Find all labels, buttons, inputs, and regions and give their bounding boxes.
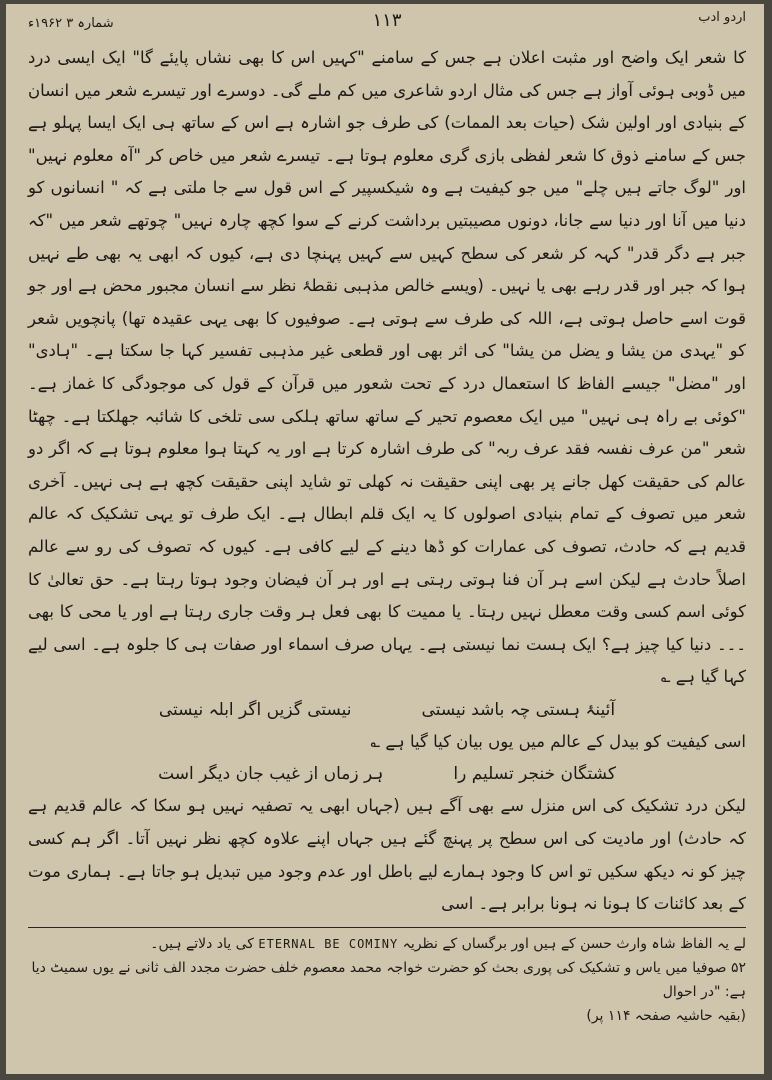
footnotes [28, 927, 746, 1028]
footnote-2-text: ۵۲ صوفیا میں یاس و تشکیک کی پوری بحث کو حضرت خواجہ محمد معصوم خلف حضرت مجدد الف ثانی نے یوں سمیٹ دیا ہے: "در احوال [31, 959, 746, 1000]
bridge-line: اسی کیفیت کو بیدل کے عالم میں یوں بیان کیا گیا ہے ؎ [370, 731, 746, 751]
footnote-2-cont: (بقیہ حاشیہ صفحہ ۱۱۴ پر) [586, 1007, 746, 1024]
closing-text [28, 790, 746, 920]
footnote-1-latin: ETERNAL BE COMINY [258, 936, 399, 951]
footnote-2-continued [28, 1004, 746, 1028]
verse-2-line-1: کشتگان خنجر تسلیم را [453, 764, 616, 785]
verse-1-line-2: نیستی گزیں اگر ابلہ نیستی [158, 699, 352, 720]
footnote-1-text: لے یہ الفاظ شاہ وارث حسن کے ہیں اور برگساں کے نظریہ [402, 935, 746, 952]
verse-1-line-1: آئینۂ ہستی چہ باشد نیستی [421, 699, 616, 720]
verse-couplet-2 [28, 758, 746, 790]
issue-label: شمارہ ۳ ۱۹۶۲ء [28, 16, 114, 31]
bridge-text [28, 726, 746, 759]
page-number: ۱۱۳ [372, 10, 402, 31]
footnote-2 [28, 956, 746, 1004]
closing-paragraph: لیکن درد تشکیک کی اس منزل سے بھی آگے ہیں (جہاں ابھی یہ تصفیہ نہیں ہو سکا کہ عالم قدیم ہے کہ حادث) اور مادیت کی اس سطح پر پہنچ گئے ہیں جہاں اپنے علاوہ کچھ نظر نہیں آتا۔ اگر ہم کسی چیز کو نہ دیکھ سکیں تو اس کا وجود ہمارے لیے باطل اور عدم وجود میں تبدیل ہو جاتا ہے۔ ہماری موت کے بعد کائنات کا ہونا نہ ہونا برابر ہے۔ اسی [28, 796, 746, 914]
page-header [28, 10, 746, 42]
journal-title: اردو ادب [698, 10, 746, 25]
verse-2-line-2: ہر زماں از غیب جان دیگر است [158, 764, 384, 785]
main-paragraph: کا شعر ایک واضح اور مثبت اعلان ہے جس کے سامنے "کہیں اس کا بھی نشاں پایئے گا" ایک ایسی درد میں ڈوبی ہوئی آواز ہے جس کی مثال اردو شاعری میں کم ملے گی۔ دوسرے اور تیسرے شعر میں انسان کے بنیادی اور اولین شک (حیات بعد الممات) کی طرف جو اشارہ ہے اس کے ساتھ ہی ایک ایسا پہلو ہے جس کے سامنے ذوق کا شعر لفظی بازی گری معلوم ہوتا ہے۔ تیسرے شعر میں خاص کر "آہ معلوم نہیں" اور "لوگ جاتے ہیں چلے" میں جو کیفیت ہے وہ شیکسپیر کے اس قول سے جا ملتی ہے کہ " انسانوں کو دنیا میں آنا اور دنیا سے جانا، دونوں مصیبتیں برداشت کرنے کے سوا کچھ چارہ نہیں" چوتھے شعر میں "کہ جبر ہے دگر قدر" کہہ کر شعر کی سطح کہیں سے کہیں پہنچا دی ہے، کیوں کہ ابھی یہ بھی طے نہیں ہوا کہ جبر اور قدر رہے بھی یا نہیں۔ (ویسے خالص مذہبی نقطۂ نظر سے انسان مجبور محض ہے اور جو قوت اسے حاصل ہوتی ہے، اللہ کی طرف سے ہوتی ہے۔ صوفیوں کا بھی یہی عقیدہ تھا) پانچویں شعر کو "یہدی من یشا و یضل من یشا" کی اثر بھی اور قطعی غیر مذہبی تفسیر کہا جا سکتا ہے۔ "ہادی" اور "مضل" جیسے الفاظ کا استعمال درد کے تحت شعور میں قرآن کے قول کی موجودگی کا غماز ہے۔ "کوئی بے راہ ہی نہیں" میں ایک معصوم تحیر کے ساتھ ساتھ ہلکی سی تلخی کا شائبہ جھلکتا ہے۔ چھٹا شعر "من عرف نفسہ فقد عرف ربہ" کی طرف اشارہ کرتا ہے اور یہ کہتا ہوا معلوم ہوتا ہے کہ اگر دو عالم کی حقیقت کھل جانے پر بھی اپنی حقیقت نہ کھلی تو شاید اپنی حقیقت کچھ ہے ہی نہیں۔ آخری شعر میں تصوف کے تمام بنیادی اصولوں کا یہ ایک قلم ابطال ہے۔ ایک طرف تو یہی تشکیک کہ عالم قدیم ہے کہ حادث، تصوف کی عمارات کو ڈھا دینے کے لیے کافی ہے۔ کیوں کہ تصوف کی رو سے عالم اصلاً حادث ہے لیکن اسے ہر آن فنا ہوتی رہتی ہے اور ہر آن فیضان وجود ہوتا رہتا ہے۔ حق تعالیٰ کا کوئی اسم کسی وقت معطل نہیں رہتا۔ یا ممیت کا بھی فعل ہر وقت جاری رہتا ہے اور یا محی کا بھی ۔۔۔ دنیا کیا چیز ہے؟ ایک ہست نما نیستی ہے۔ یہاں صرف اسماء اور صفات ہی کا جلوہ ہے۔ اسی لیے کہا گیا ہے ؎ [28, 48, 746, 687]
footnote-1 [28, 932, 746, 956]
document-page [6, 4, 764, 1074]
body-text [28, 42, 746, 694]
verse-couplet-1 [28, 694, 746, 726]
footnote-1-tail: کی یاد دلاتے ہیں۔ [150, 935, 254, 952]
